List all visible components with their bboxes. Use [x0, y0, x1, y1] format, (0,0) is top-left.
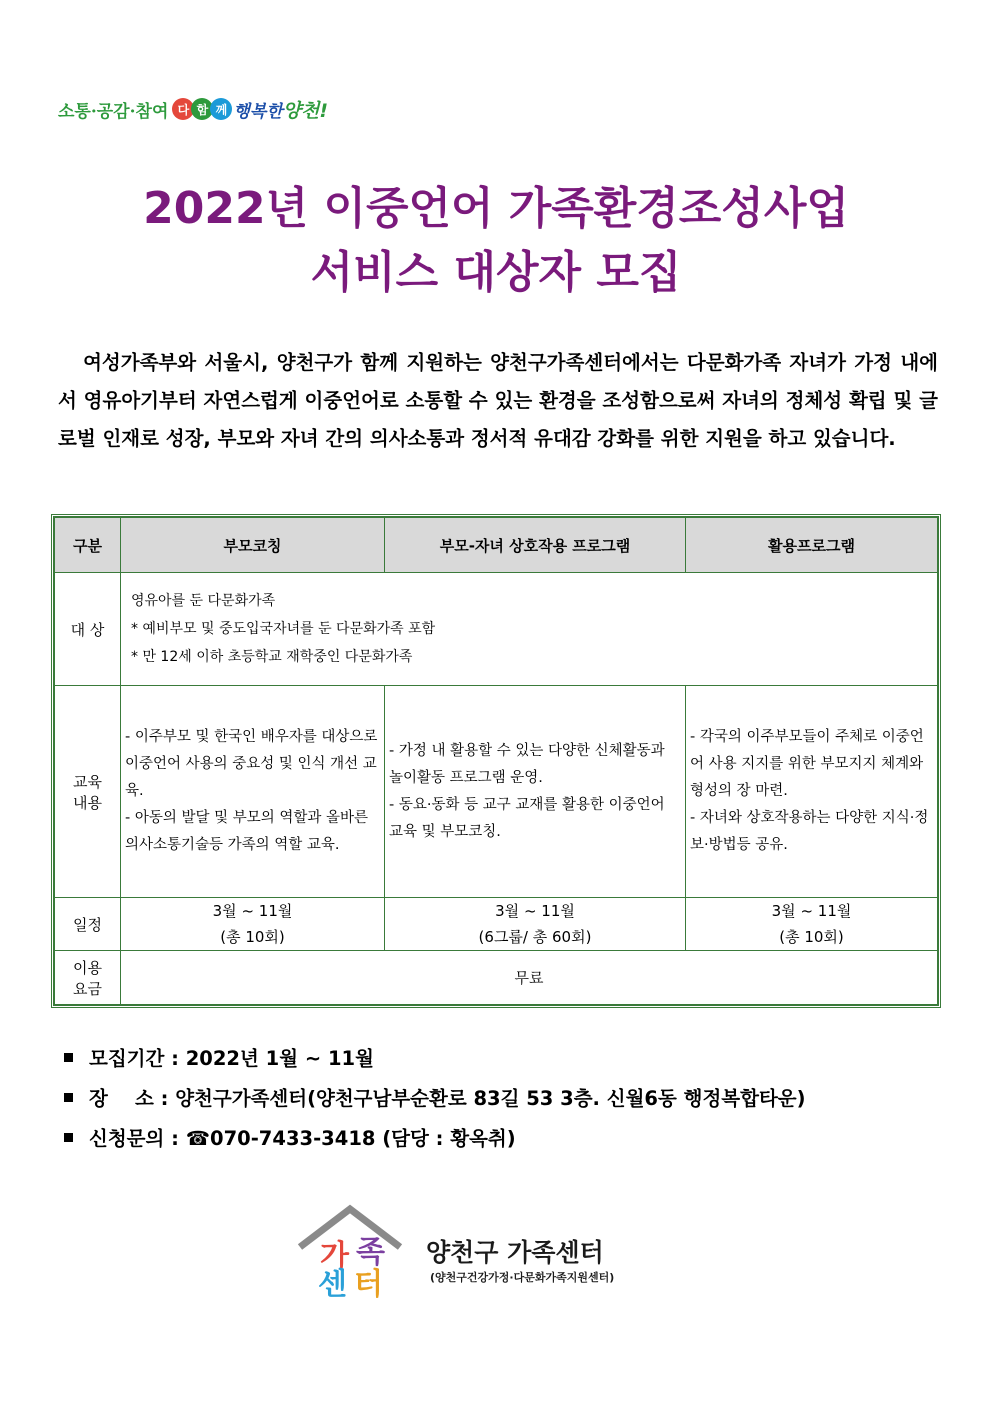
info-contact: [64, 1123, 516, 1151]
fee-label-line2: 요금: [73, 979, 102, 998]
logo-char-teo: 터: [354, 1267, 383, 1302]
content-item: - 아동의 발달 및 부모의 역할과 올바른 의사소통기술등 가족의 역할 교육.: [125, 810, 368, 853]
program-table: [51, 514, 941, 1008]
house-roof-icon: [296, 1203, 406, 1253]
center-logo: [296, 1203, 656, 1303]
slogan-right: 양천!: [282, 99, 329, 122]
header-interaction-program: 부모-자녀 상호작용 프로그램: [385, 518, 686, 573]
badge-char-3: 께: [210, 98, 232, 120]
slogan: [58, 92, 328, 126]
target-cell: [121, 573, 938, 686]
fee-label-line1: 이용: [73, 958, 102, 977]
logo-char-jok: 족: [356, 1235, 385, 1270]
info-text: 모집기간 : 2022년 1월 ~ 11월: [89, 1047, 374, 1070]
slogan-left: 소통·공감·참여: [58, 101, 169, 122]
schedule-count: (총 10회): [779, 928, 844, 946]
logo-name: 양천구 가족센터: [426, 1238, 604, 1267]
info-text: 장 소 : 양천구가족센터(양천구남부순환로 83길 53 3층. 신월6동 행정복합타운): [89, 1087, 806, 1110]
schedule-count: (6그룹/ 총 60회): [478, 928, 592, 946]
content-item: - 이주부모 및 한국인 배우자를 대상으로 이중언어 사용의 중요성 및 인식 개선 교육.: [125, 729, 378, 799]
content-label: [55, 686, 121, 898]
content-item: - 가정 내 활용할 수 있는 다양한 신체활동과 놀이활동 프로그램 운영.: [389, 742, 665, 786]
slogan-badge: [172, 98, 229, 120]
slogan-mid: 행복한: [233, 101, 283, 122]
header-parent-coaching: 부모코칭: [121, 518, 385, 573]
info-location: [64, 1083, 806, 1111]
fee-value: 무료: [121, 951, 938, 1005]
table-row-fee: [55, 951, 938, 1005]
info-text: 신청문의 : ☎070-7433-3418 (담당 : 황옥취): [89, 1127, 516, 1150]
intro-paragraph: [58, 344, 938, 458]
content-label-line2: 내용: [73, 793, 102, 812]
table-row-target: [55, 573, 938, 686]
page-title-line2: 서비스 대상자 모집: [310, 247, 682, 298]
schedule-cell-interaction: [385, 898, 686, 951]
bullet-square-icon: [64, 1133, 73, 1142]
badge-char-1: 다: [172, 98, 194, 120]
bullet-square-icon: [64, 1053, 73, 1062]
content-cell-utilization: [686, 686, 938, 898]
intro-text: 여성가족부와 서울시, 양천구가 함께 지원하는 양천구가족센터에서는 다문화가족 자녀가 가정 내에서 영유아기부터 자연스럽게 이중언어로 소통할 수 있는 환경을 조성함으로써 자녀의 정체성 확립 및 글로벌 인재로 성장, 부모와 자녀 간의 의사소통과 정서적 유대감 강화를 위한 지원을 하고 있습니다.: [58, 351, 939, 450]
table-header-row: [55, 518, 938, 573]
schedule-cell-coaching: [121, 898, 385, 951]
target-line: 영유아를 둔 다문화가족: [131, 593, 276, 609]
bullet-square-icon: [64, 1093, 73, 1102]
header-utilization-program: 활용프로그램: [686, 518, 938, 573]
target-line: * 예비부모 및 중도입국자녀를 둔 다문화가족 포함: [131, 621, 436, 637]
target-line: * 만 12세 이하 초등학교 재학중인 다문화가족: [131, 649, 413, 665]
page-title-line1: 2022년 이중언어 가족환경조성사업: [143, 183, 849, 234]
target-label: 대 상: [55, 573, 121, 686]
content-cell-interaction: [385, 686, 686, 898]
schedule-period: 3월 ~ 11월: [212, 902, 293, 920]
info-recruit-period: [64, 1043, 374, 1071]
header-category: 구분: [55, 518, 121, 573]
schedule-period: 3월 ~ 11월: [771, 902, 852, 920]
content-item: - 자녀와 상호작용하는 다양한 지식·정보·방법등 공유.: [690, 810, 929, 853]
schedule-cell-utilization: [686, 898, 938, 951]
badge-char-2: 함: [191, 98, 213, 120]
table-row-schedule: [55, 898, 938, 951]
content-label-line1: 교육: [73, 772, 102, 791]
schedule-period: 3월 ~ 11월: [495, 902, 575, 920]
content-item: - 각국의 이주부모들이 주체로 이중언어 사용 지지를 위한 부모지지 체계와 형성의 장 마련.: [690, 729, 924, 799]
fee-label: [55, 951, 121, 1005]
schedule-count: (총 10회): [220, 928, 285, 946]
table-row-content: [55, 686, 938, 898]
logo-char-ga: 가: [320, 1239, 349, 1274]
logo-char-sen: 센: [318, 1267, 347, 1302]
content-cell-coaching: [121, 686, 385, 898]
schedule-label: 일정: [55, 898, 121, 951]
content-item: - 동요·동화 등 교구 교재를 활용한 이중언어 교육 및 부모코칭.: [389, 796, 665, 840]
logo-subtitle: (양천구건강가정·다문화가족지원센터): [430, 1271, 615, 1284]
